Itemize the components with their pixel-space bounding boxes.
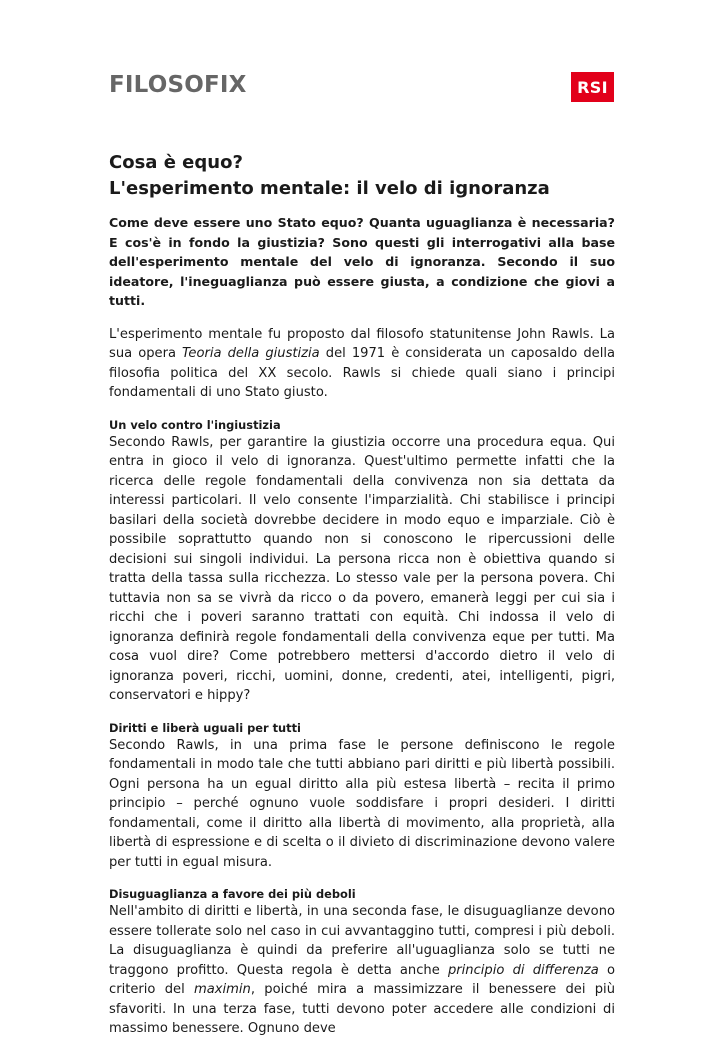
section-heading-3: Disuguaglianza a favore dei più deboli (109, 887, 356, 902)
rsi-logo-text: RSI (577, 77, 608, 97)
difference-principle-term: principio di differenza (447, 962, 599, 978)
document-body (109, 213, 615, 1039)
section-body-3 (109, 902, 615, 1039)
book-title: Teoria della giustizia (182, 346, 320, 362)
intro-text-start: L'esperimento mentale fu proposto dal filosofo statunitense John Rawls. La sua opera (109, 326, 615, 362)
section-3-text-part-2: o criterio del (109, 962, 615, 998)
rsi-logo (571, 72, 614, 102)
section-body-2: Secondo Rawls, in una prima fase le persone definiscono le regole fondamentali in modo tale che tutti abbiano pari diritti e più libertà possibili. Ogni persona ha un egual diritto alla più estesa libertà – recita il primo principio – perché ognuno vuole soddisfare i propri desideri. I diritti fondamentali, come il diritto alla libertà di movimento, alla proprietà, alla libertà di espressione e di scelta o il divieto di discriminazione devono valere per tutti in egual misura. (109, 737, 615, 870)
title-line-2: L'esperimento mentale: il velo di ignoranza (109, 178, 550, 199)
document-title (109, 150, 619, 202)
title-line-1: Cosa è equo? (109, 152, 243, 173)
section-heading-2: Diritti e liberà uguali per tutti (109, 720, 301, 735)
intro-paragraph (109, 325, 615, 403)
section-3-text-part-3: , poiché mira a massimizzare il benessere dei più sfavoriti. In una terza fase, tutti devono poter accedere alle condizioni di massimo benessere. Ognuno deve (109, 982, 615, 1037)
section-3-text-part-1: Nell'ambito di diritti e libertà, in una seconda fase, le disuguaglianze devono essere tollerate solo nel caso in cui avvantaggino tutti, compresi i più deboli. La disuguaglianza è quindi da preferire all'uguaglianza solo se tutti ne traggono profitto. Questa regola è detta anche (109, 904, 615, 978)
brand-title: FILOSOFIX (109, 72, 247, 98)
lead-paragraph: Come deve essere uno Stato equo? Quanta uguaglianza è necessaria? E cos'è in fondo la giustizia? Sono questi gli interrogativi alla base dell'esperimento mentale del velo di ignoranza. Secondo il suo ideatore, l'ineguaglianza può essere giusta, a condizione che giovi a tutti. (109, 215, 615, 309)
maximin-term: maximin (194, 982, 251, 998)
intro-text-end: del 1971 è considerata un caposaldo della filosofia politica del XX secolo. Rawls si chiede quali siano i principi fondamentali di uno Stato giusto. (109, 346, 615, 401)
section-heading-1: Un velo contro l'ingiustizia (109, 417, 281, 432)
section-body-1: Secondo Rawls, per garantire la giustizia occorre una procedura equa. Qui entra in gioco il velo di ignoranza. Quest'ultimo permette infatti che la ricerca delle regole fondamentali della convivenza non sia dettata da interessi particolari. Il velo consente l'imparzialità. Chi stabilisce i principi basilari della società dovrebbe decidere in modo equo e imparziale. Ciò è possibile soprattutto quando non si conoscono le ripercussioni delle decisioni sui singoli individui. La persona ricca non è obiettiva quando si tratta della tassa sulla ricchezza. Lo stesso vale per la persona povera. Chi tuttavia non sa se vivrà da ricco o da povero, emanerà leggi per cui sia i ricchi che i poveri saranno trattati con equità. Chi indossa il velo di ignoranza definirà regole fondamentali della convivenza eque per tutti. Ma cosa vuol dire? Come potrebbero mettersi d'accordo dietro il velo di ignoranza poveri, ricchi, uomini, donne, credenti, atei, intelligenti, pigri, conservatori e hippy? (109, 434, 615, 704)
